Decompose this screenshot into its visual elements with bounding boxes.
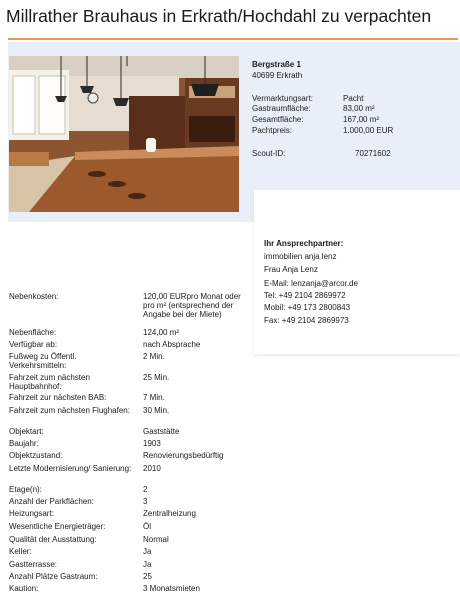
contact-mobile[interactable]: Mobil: +49 173 2800843 xyxy=(264,303,351,312)
detail-label: Fahrzeit zur nächsten BAB: xyxy=(9,393,107,402)
summary-value-gesamtflaeche: 167,00 m² xyxy=(343,115,380,124)
detail-value: Öl xyxy=(143,522,151,531)
contact-email[interactable]: E-Mail: lenzanja@arcor.de xyxy=(264,279,358,288)
detail-label: Qualität der Ausstattung: xyxy=(9,535,97,544)
scout-id-value: 70271602 xyxy=(355,149,391,158)
detail-value: 3 xyxy=(143,497,148,506)
detail-value: Zentralheizung xyxy=(143,509,196,518)
detail-value: 7 Min. xyxy=(143,393,165,402)
address-street: Bergstraße 1 xyxy=(252,60,301,69)
detail-value: 2010 xyxy=(143,464,161,473)
detail-value: 1903 xyxy=(143,439,161,448)
detail-value: Ja xyxy=(143,560,152,569)
detail-label: Nebenfläche: xyxy=(9,328,57,337)
detail-value: 2 Min. xyxy=(143,352,165,361)
detail-label: Objektzustand: xyxy=(9,451,63,460)
detail-label: Anzahl der Parkflächen: xyxy=(9,497,94,506)
detail-value: 25 xyxy=(143,572,152,581)
detail-value: Gaststätte xyxy=(143,427,180,436)
contact-fax: Fax: +49 2104 2869973 xyxy=(264,316,349,325)
detail-label: Fahrzeit zum nächsten Hauptbahnhof: xyxy=(9,373,90,391)
detail-value: 3 Monatsmieten xyxy=(143,584,200,593)
detail-label: Fahrzeit zum nächsten Flughafen: xyxy=(9,406,130,415)
detail-label: Verfügbar ab: xyxy=(9,340,58,349)
detail-value: Renovierungsbedürftig xyxy=(143,451,224,460)
detail-value: nach Absprache xyxy=(143,340,201,349)
summary-value-gastraumflaeche: 83,00 m² xyxy=(343,104,375,113)
detail-value: 124,00 m² xyxy=(143,328,180,337)
address-city: 40699 Erkrath xyxy=(252,71,303,80)
detail-value: 120,00 EURpro Monat oder pro m² (entsprechend der Angabe bei der Miete) xyxy=(143,292,241,319)
detail-label: Nebenkosten: xyxy=(9,292,59,301)
summary-label-vermarktungsart: Vermarktungsart: xyxy=(252,94,313,103)
contact-heading: Ihr Ansprechpartner: xyxy=(264,239,344,248)
detail-value: 25 Min. xyxy=(143,373,170,382)
summary-label-gastraumflaeche: Gastraumfläche: xyxy=(252,104,311,113)
detail-label: Objektart: xyxy=(9,427,44,436)
detail-label: Fußweg zu Öffentl. Verkehrsmitteln: xyxy=(9,352,77,370)
contact-phone[interactable]: Tel: +49 2104 2869972 xyxy=(264,291,346,300)
summary-value-vermarktungsart: Pacht xyxy=(343,94,364,103)
contact-company: immobilien anja lenz xyxy=(264,252,337,261)
detail-label: Anzahl Plätze Gastraum: xyxy=(9,572,98,581)
title-divider xyxy=(8,38,458,40)
detail-label: Baujahr: xyxy=(9,439,39,448)
detail-label: Wesentliche Energieträger: xyxy=(9,522,106,531)
scout-id-label: Scout-ID: xyxy=(252,149,286,158)
property-photo xyxy=(9,56,239,212)
detail-label: Letzte Modernisierung/ Sanierung: xyxy=(9,464,132,473)
contact-person: Frau Anja Lenz xyxy=(264,265,318,274)
detail-value: Normal xyxy=(143,535,169,544)
detail-value: Ja xyxy=(143,547,152,556)
detail-value: 2 xyxy=(143,485,148,494)
summary-label-pachtpreis: Pachtpreis: xyxy=(252,126,293,135)
detail-label: Kaution: xyxy=(9,584,39,593)
detail-label: Keller: xyxy=(9,547,32,556)
page-title: Millrather Brauhaus in Erkrath/Hochdahl zu verpachten xyxy=(6,6,432,26)
detail-label: Gastterrasse: xyxy=(9,560,58,569)
detail-label: Etage(n): xyxy=(9,485,42,494)
summary-label-gesamtflaeche: Gesamtfläche: xyxy=(252,115,304,124)
detail-value: 30 Min. xyxy=(143,406,170,415)
summary-value-pachtpreis: 1.000,00 EUR xyxy=(343,126,394,135)
detail-label: Heizungsart: xyxy=(9,509,54,518)
